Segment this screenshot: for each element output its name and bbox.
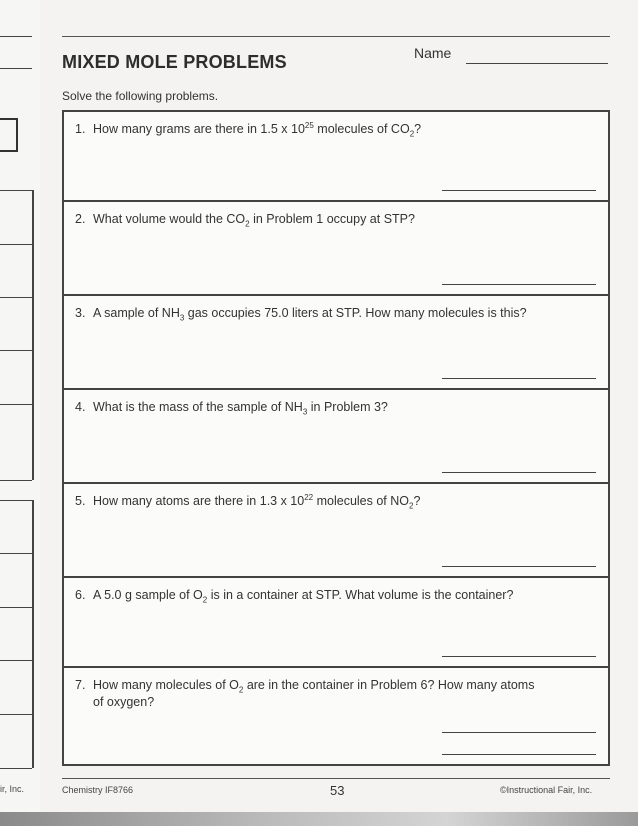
problem-1 (64, 112, 608, 200)
text-segment: How many grams are there in 1.5 x 10 (93, 122, 305, 136)
instructions: Solve the following problems. (62, 89, 219, 103)
subscript: 2 (238, 685, 244, 695)
answer-line[interactable] (442, 656, 596, 657)
margin-rule (0, 553, 32, 554)
margin-rule (0, 660, 32, 661)
margin-bar (32, 500, 34, 768)
problem-7 (64, 666, 608, 764)
text-segment: is in a container at STP. What volume is the container? (207, 588, 514, 602)
answer-line[interactable] (442, 566, 596, 567)
problem-5 (64, 482, 608, 576)
problem-text (75, 211, 585, 228)
adjacent-page-footer: ir, Inc. (0, 784, 25, 794)
problem-number: 2. (75, 212, 86, 226)
name-field[interactable] (466, 63, 608, 64)
footer-rule (62, 778, 610, 779)
subscript: 2 (409, 129, 415, 139)
footer-book-code: Chemistry IF8766 (62, 785, 134, 795)
subscript: 2 (245, 219, 250, 229)
margin-rule (0, 500, 32, 501)
name-label: Name (414, 45, 452, 61)
text-segment: A sample of NH (93, 306, 180, 320)
margin-rule (0, 190, 32, 191)
text-segment: in Problem 1 occupy at STP? (249, 212, 415, 226)
answer-line[interactable] (442, 284, 596, 285)
margin-rule (0, 297, 32, 298)
margin-rule (0, 480, 32, 481)
text-segment: are in the container in Problem 6? How many atoms (243, 678, 535, 692)
subscript: 2 (409, 501, 414, 511)
margin-box (0, 118, 18, 152)
text-segment: in Problem 3? (307, 400, 388, 414)
margin-rule (0, 68, 32, 69)
margin-rule (0, 244, 32, 245)
text-segment: of oxygen? (93, 695, 155, 709)
text-segment: A 5.0 g sample of O (93, 588, 203, 602)
problem-6 (64, 576, 608, 666)
problem-number: 3. (75, 306, 86, 320)
text-segment: molecules of CO (313, 122, 410, 136)
answer-line[interactable] (442, 190, 596, 191)
text-segment: gas occupies 75.0 liters at STP. How many molecules is this? (184, 306, 527, 320)
text-segment: How many molecules of O (93, 678, 239, 692)
margin-rule (0, 714, 32, 715)
problem-text (75, 493, 585, 510)
superscript: 22 (304, 492, 314, 502)
answer-line[interactable] (442, 754, 596, 755)
problem-3 (64, 294, 608, 388)
margin-rule (0, 36, 32, 37)
text-segment: ? (414, 122, 422, 136)
margin-rule (0, 404, 32, 405)
superscript: 25 (304, 120, 314, 130)
text-segment: ? (413, 494, 421, 508)
text-segment: molecules of NO (313, 494, 409, 508)
problem-text (75, 305, 585, 322)
text-segment: How many atoms are there in 1.3 x 10 (93, 494, 305, 508)
text-segment: What volume would the CO (93, 212, 246, 226)
problem-4 (64, 388, 608, 482)
text-segment: What is the mass of the sample of NH (93, 400, 303, 414)
problem-number: 7. (75, 678, 86, 692)
problem-text (75, 587, 585, 604)
problem-number: 1. (75, 122, 86, 136)
page-number: 53 (330, 783, 345, 798)
problem-number: 6. (75, 588, 86, 602)
margin-rule (0, 607, 32, 608)
problems-box (62, 110, 610, 766)
margin-bar (32, 190, 34, 480)
subscript: 3 (302, 407, 308, 417)
adjacent-page-edge (0, 0, 40, 826)
scan-shadow (0, 812, 638, 826)
subscript: 3 (179, 313, 185, 323)
problem-2 (64, 200, 608, 294)
problem-text (75, 399, 585, 416)
subscript: 2 (202, 595, 208, 605)
footer-copyright: ©Instructional Fair, Inc. (500, 785, 593, 795)
problem-text (75, 677, 585, 711)
problem-number: 5. (75, 494, 86, 508)
answer-line[interactable] (442, 732, 596, 733)
problem-text (75, 121, 585, 138)
answer-line[interactable] (442, 472, 596, 473)
answer-line[interactable] (442, 378, 596, 379)
margin-rule (0, 768, 32, 769)
page-title: MIXED MOLE PROBLEMS (62, 52, 287, 72)
margin-rule (0, 350, 32, 351)
problem-number: 4. (75, 400, 86, 414)
header-rule (62, 36, 610, 37)
